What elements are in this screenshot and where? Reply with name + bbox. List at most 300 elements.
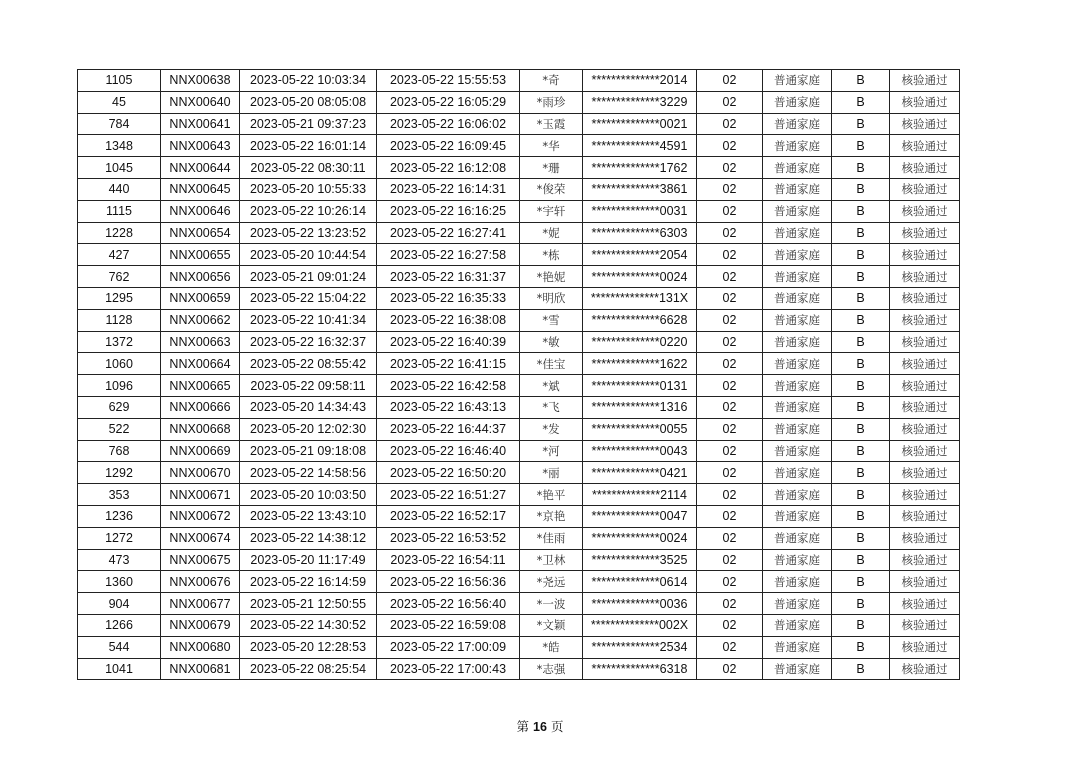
verify-time-cell: 2023-05-22 15:55:53	[377, 70, 520, 92]
table-row	[78, 527, 960, 549]
household-type-cell: 普通家庭	[763, 353, 832, 375]
table-row	[78, 200, 960, 222]
record-code-cell: NNX00665	[161, 375, 240, 397]
verify-status-cell: 核验通过	[890, 266, 960, 288]
table-row	[78, 614, 960, 636]
grade-cell: B	[832, 287, 890, 309]
record-seq-cell: 1060	[78, 353, 161, 375]
record-code-cell: NNX00638	[161, 70, 240, 92]
applicant-name-cell: *皓	[520, 636, 583, 658]
household-type-cell: 普通家庭	[763, 505, 832, 527]
apply-time-cell: 2023-05-22 08:55:42	[240, 353, 377, 375]
verify-time-cell: 2023-05-22 16:16:25	[377, 200, 520, 222]
verify-status-cell: 核验通过	[890, 287, 960, 309]
record-seq-cell: 473	[78, 549, 161, 571]
category-code-cell: 02	[697, 331, 763, 353]
applicant-name-cell: *斌	[520, 375, 583, 397]
category-code-cell: 02	[697, 222, 763, 244]
apply-time-cell: 2023-05-22 08:30:11	[240, 157, 377, 179]
record-seq-cell: 544	[78, 636, 161, 658]
record-code-cell: NNX00669	[161, 440, 240, 462]
verify-time-cell: 2023-05-22 17:00:09	[377, 636, 520, 658]
applicant-name-cell: *尧远	[520, 571, 583, 593]
record-seq-cell: 1272	[78, 527, 161, 549]
household-type-cell: 普通家庭	[763, 418, 832, 440]
apply-time-cell: 2023-05-20 11:17:49	[240, 549, 377, 571]
verify-status-cell: 核验通过	[890, 200, 960, 222]
category-code-cell: 02	[697, 70, 763, 92]
applicant-name-cell: *俊荣	[520, 178, 583, 200]
verify-time-cell: 2023-05-22 16:59:08	[377, 614, 520, 636]
apply-time-cell: 2023-05-21 12:50:55	[240, 593, 377, 615]
verify-status-cell: 核验通过	[890, 462, 960, 484]
verify-time-cell: 2023-05-22 16:56:36	[377, 571, 520, 593]
verify-status-cell: 核验通过	[890, 91, 960, 113]
table-row	[78, 549, 960, 571]
verify-time-cell: 2023-05-22 16:40:39	[377, 331, 520, 353]
apply-time-cell: 2023-05-22 14:38:12	[240, 527, 377, 549]
category-code-cell: 02	[697, 287, 763, 309]
record-code-cell: NNX00643	[161, 135, 240, 157]
table-row	[78, 70, 960, 92]
id-number-masked-cell: **************6318	[583, 658, 697, 680]
verify-status-cell: 核验通过	[890, 396, 960, 418]
verify-time-cell: 2023-05-22 16:12:08	[377, 157, 520, 179]
household-type-cell: 普通家庭	[763, 440, 832, 462]
id-number-masked-cell: **************0220	[583, 331, 697, 353]
applicant-name-cell: *京艳	[520, 505, 583, 527]
record-seq-cell: 1372	[78, 331, 161, 353]
verify-status-cell: 核验通过	[890, 70, 960, 92]
table-row	[78, 135, 960, 157]
grade-cell: B	[832, 178, 890, 200]
id-number-masked-cell: **************1316	[583, 396, 697, 418]
verify-time-cell: 2023-05-22 16:05:29	[377, 91, 520, 113]
id-number-masked-cell: **************0024	[583, 266, 697, 288]
category-code-cell: 02	[697, 157, 763, 179]
household-type-cell: 普通家庭	[763, 331, 832, 353]
id-number-masked-cell: **************6303	[583, 222, 697, 244]
apply-time-cell: 2023-05-21 09:01:24	[240, 266, 377, 288]
table-row	[78, 222, 960, 244]
verify-status-cell: 核验通过	[890, 593, 960, 615]
category-code-cell: 02	[697, 462, 763, 484]
apply-time-cell: 2023-05-22 08:25:54	[240, 658, 377, 680]
applicant-name-cell: *艳平	[520, 484, 583, 506]
record-code-cell: NNX00677	[161, 593, 240, 615]
grade-cell: B	[832, 527, 890, 549]
applicant-name-cell: *奇	[520, 70, 583, 92]
id-number-masked-cell: **************2014	[583, 70, 697, 92]
verify-time-cell: 2023-05-22 16:56:40	[377, 593, 520, 615]
category-code-cell: 02	[697, 244, 763, 266]
record-seq-cell: 1236	[78, 505, 161, 527]
category-code-cell: 02	[697, 505, 763, 527]
applicant-name-cell: *艳妮	[520, 266, 583, 288]
verify-status-cell: 核验通过	[890, 418, 960, 440]
category-code-cell: 02	[697, 113, 763, 135]
verify-status-cell: 核验通过	[890, 222, 960, 244]
category-code-cell: 02	[697, 135, 763, 157]
household-type-cell: 普通家庭	[763, 222, 832, 244]
footer-suffix: 页	[550, 719, 564, 734]
category-code-cell: 02	[697, 178, 763, 200]
grade-cell: B	[832, 70, 890, 92]
record-seq-cell: 1041	[78, 658, 161, 680]
record-code-cell: NNX00663	[161, 331, 240, 353]
id-number-masked-cell: **************0055	[583, 418, 697, 440]
table-row	[78, 484, 960, 506]
grade-cell: B	[832, 113, 890, 135]
verify-status-cell: 核验通过	[890, 331, 960, 353]
grade-cell: B	[832, 244, 890, 266]
verify-status-cell: 核验通过	[890, 113, 960, 135]
record-code-cell: NNX00664	[161, 353, 240, 375]
record-seq-cell: 353	[78, 484, 161, 506]
record-seq-cell: 1360	[78, 571, 161, 593]
apply-time-cell: 2023-05-22 10:03:34	[240, 70, 377, 92]
applicant-name-cell: *文颖	[520, 614, 583, 636]
household-type-cell: 普通家庭	[763, 593, 832, 615]
grade-cell: B	[832, 505, 890, 527]
grade-cell: B	[832, 636, 890, 658]
grade-cell: B	[832, 418, 890, 440]
grade-cell: B	[832, 331, 890, 353]
table-row	[78, 462, 960, 484]
verify-time-cell: 2023-05-22 16:09:45	[377, 135, 520, 157]
table-row	[78, 571, 960, 593]
record-code-cell: NNX00655	[161, 244, 240, 266]
category-code-cell: 02	[697, 440, 763, 462]
grade-cell: B	[832, 135, 890, 157]
apply-time-cell: 2023-05-22 14:58:56	[240, 462, 377, 484]
category-code-cell: 02	[697, 636, 763, 658]
category-code-cell: 02	[697, 91, 763, 113]
record-seq-cell: 427	[78, 244, 161, 266]
verify-status-cell: 核验通过	[890, 571, 960, 593]
record-seq-cell: 629	[78, 396, 161, 418]
grade-cell: B	[832, 91, 890, 113]
household-type-cell: 普通家庭	[763, 462, 832, 484]
verify-time-cell: 2023-05-22 16:52:17	[377, 505, 520, 527]
verify-time-cell: 2023-05-22 16:44:37	[377, 418, 520, 440]
apply-time-cell: 2023-05-21 09:37:23	[240, 113, 377, 135]
apply-time-cell: 2023-05-22 16:32:37	[240, 331, 377, 353]
table-row	[78, 418, 960, 440]
record-code-cell: NNX00662	[161, 309, 240, 331]
verify-status-cell: 核验通过	[890, 549, 960, 571]
table-row	[78, 440, 960, 462]
apply-time-cell: 2023-05-22 16:14:59	[240, 571, 377, 593]
record-seq-cell: 440	[78, 178, 161, 200]
category-code-cell: 02	[697, 200, 763, 222]
apply-time-cell: 2023-05-22 15:04:22	[240, 287, 377, 309]
applicant-name-cell: *玉霞	[520, 113, 583, 135]
record-code-cell: NNX00645	[161, 178, 240, 200]
applicant-name-cell: *华	[520, 135, 583, 157]
verify-status-cell: 核验通过	[890, 505, 960, 527]
id-number-masked-cell: **************6628	[583, 309, 697, 331]
verify-status-cell: 核验通过	[890, 440, 960, 462]
record-code-cell: NNX00675	[161, 549, 240, 571]
table-row	[78, 309, 960, 331]
apply-time-cell: 2023-05-22 13:23:52	[240, 222, 377, 244]
record-seq-cell: 762	[78, 266, 161, 288]
record-seq-cell: 1266	[78, 614, 161, 636]
household-type-cell: 普通家庭	[763, 178, 832, 200]
record-seq-cell: 1045	[78, 157, 161, 179]
grade-cell: B	[832, 353, 890, 375]
category-code-cell: 02	[697, 593, 763, 615]
verify-time-cell: 2023-05-22 16:46:40	[377, 440, 520, 462]
applicant-name-cell: *飞	[520, 396, 583, 418]
table-row	[78, 331, 960, 353]
applicant-name-cell: *珊	[520, 157, 583, 179]
household-type-cell: 普通家庭	[763, 91, 832, 113]
record-seq-cell: 1128	[78, 309, 161, 331]
record-code-cell: NNX00659	[161, 287, 240, 309]
category-code-cell: 02	[697, 614, 763, 636]
table-row	[78, 266, 960, 288]
applicant-name-cell: *宇轩	[520, 200, 583, 222]
apply-time-cell: 2023-05-22 13:43:10	[240, 505, 377, 527]
table-row	[78, 658, 960, 680]
record-code-cell: NNX00672	[161, 505, 240, 527]
grade-cell: B	[832, 593, 890, 615]
verify-status-cell: 核验通过	[890, 178, 960, 200]
id-number-masked-cell: **************0043	[583, 440, 697, 462]
grade-cell: B	[832, 309, 890, 331]
id-number-masked-cell: **************2114	[583, 484, 697, 506]
verify-status-cell: 核验通过	[890, 614, 960, 636]
applicant-name-cell: *佳宝	[520, 353, 583, 375]
id-number-masked-cell: **************0614	[583, 571, 697, 593]
applicant-name-cell: *志强	[520, 658, 583, 680]
grade-cell: B	[832, 222, 890, 244]
apply-time-cell: 2023-05-20 12:02:30	[240, 418, 377, 440]
applicant-name-cell: *雪	[520, 309, 583, 331]
record-code-cell: NNX00644	[161, 157, 240, 179]
record-code-cell: NNX00646	[161, 200, 240, 222]
applicant-name-cell: *佳雨	[520, 527, 583, 549]
verify-time-cell: 2023-05-22 16:42:58	[377, 375, 520, 397]
verify-time-cell: 2023-05-22 16:38:08	[377, 309, 520, 331]
apply-time-cell: 2023-05-20 08:05:08	[240, 91, 377, 113]
household-type-cell: 普通家庭	[763, 375, 832, 397]
household-type-cell: 普通家庭	[763, 484, 832, 506]
category-code-cell: 02	[697, 527, 763, 549]
category-code-cell: 02	[697, 658, 763, 680]
verify-time-cell: 2023-05-22 16:50:20	[377, 462, 520, 484]
verify-time-cell: 2023-05-22 16:53:52	[377, 527, 520, 549]
id-number-masked-cell: **************131X	[583, 287, 697, 309]
record-seq-cell: 1348	[78, 135, 161, 157]
id-number-masked-cell: **************002X	[583, 614, 697, 636]
id-number-masked-cell: **************3229	[583, 91, 697, 113]
id-number-masked-cell: **************0031	[583, 200, 697, 222]
record-code-cell: NNX00670	[161, 462, 240, 484]
table-row	[78, 244, 960, 266]
record-seq-cell: 1228	[78, 222, 161, 244]
category-code-cell: 02	[697, 571, 763, 593]
record-seq-cell: 784	[78, 113, 161, 135]
record-seq-cell: 904	[78, 593, 161, 615]
record-seq-cell: 1292	[78, 462, 161, 484]
category-code-cell: 02	[697, 353, 763, 375]
category-code-cell: 02	[697, 484, 763, 506]
record-seq-cell: 1295	[78, 287, 161, 309]
apply-time-cell: 2023-05-22 09:58:11	[240, 375, 377, 397]
verify-time-cell: 2023-05-22 16:41:15	[377, 353, 520, 375]
verify-status-cell: 核验通过	[890, 244, 960, 266]
grade-cell: B	[832, 462, 890, 484]
table-row	[78, 396, 960, 418]
verify-status-cell: 核验通过	[890, 527, 960, 549]
record-code-cell: NNX00681	[161, 658, 240, 680]
record-code-cell: NNX00666	[161, 396, 240, 418]
verify-time-cell: 2023-05-22 16:51:27	[377, 484, 520, 506]
applicant-name-cell: *卫林	[520, 549, 583, 571]
grade-cell: B	[832, 484, 890, 506]
record-seq-cell: 768	[78, 440, 161, 462]
household-type-cell: 普通家庭	[763, 614, 832, 636]
verify-time-cell: 2023-05-22 16:43:13	[377, 396, 520, 418]
household-type-cell: 普通家庭	[763, 636, 832, 658]
table-row	[78, 505, 960, 527]
table-row	[78, 375, 960, 397]
id-number-masked-cell: **************0131	[583, 375, 697, 397]
table-row	[78, 91, 960, 113]
table-row	[78, 287, 960, 309]
verify-time-cell: 2023-05-22 16:35:33	[377, 287, 520, 309]
applicant-name-cell: *河	[520, 440, 583, 462]
table-row	[78, 353, 960, 375]
category-code-cell: 02	[697, 396, 763, 418]
applicant-name-cell: *妮	[520, 222, 583, 244]
apply-time-cell: 2023-05-20 10:03:50	[240, 484, 377, 506]
record-code-cell: NNX00676	[161, 571, 240, 593]
household-type-cell: 普通家庭	[763, 571, 832, 593]
id-number-masked-cell: **************0036	[583, 593, 697, 615]
verify-time-cell: 2023-05-22 16:54:11	[377, 549, 520, 571]
apply-time-cell: 2023-05-20 12:28:53	[240, 636, 377, 658]
table-row	[78, 113, 960, 135]
table-row	[78, 157, 960, 179]
id-number-masked-cell: **************1622	[583, 353, 697, 375]
record-code-cell: NNX00668	[161, 418, 240, 440]
id-number-masked-cell: **************2534	[583, 636, 697, 658]
record-seq-cell: 1096	[78, 375, 161, 397]
applicant-name-cell: *一波	[520, 593, 583, 615]
id-number-masked-cell: **************1762	[583, 157, 697, 179]
id-number-masked-cell: **************0024	[583, 527, 697, 549]
category-code-cell: 02	[697, 375, 763, 397]
grade-cell: B	[832, 396, 890, 418]
id-number-masked-cell: **************0047	[583, 505, 697, 527]
category-code-cell: 02	[697, 266, 763, 288]
grade-cell: B	[832, 614, 890, 636]
category-code-cell: 02	[697, 309, 763, 331]
grade-cell: B	[832, 375, 890, 397]
apply-time-cell: 2023-05-22 10:26:14	[240, 200, 377, 222]
applicant-name-cell: *栋	[520, 244, 583, 266]
record-code-cell: NNX00671	[161, 484, 240, 506]
record-code-cell: NNX00654	[161, 222, 240, 244]
id-number-masked-cell: **************2054	[583, 244, 697, 266]
record-code-cell: NNX00679	[161, 614, 240, 636]
household-type-cell: 普通家庭	[763, 70, 832, 92]
verify-status-cell: 核验通过	[890, 353, 960, 375]
apply-time-cell: 2023-05-20 10:55:33	[240, 178, 377, 200]
household-type-cell: 普通家庭	[763, 658, 832, 680]
verify-time-cell: 2023-05-22 16:27:58	[377, 244, 520, 266]
household-type-cell: 普通家庭	[763, 135, 832, 157]
household-type-cell: 普通家庭	[763, 266, 832, 288]
record-seq-cell: 1105	[78, 70, 161, 92]
grade-cell: B	[832, 658, 890, 680]
record-code-cell: NNX00674	[161, 527, 240, 549]
applicant-name-cell: *敏	[520, 331, 583, 353]
household-type-cell: 普通家庭	[763, 157, 832, 179]
apply-time-cell: 2023-05-21 09:18:08	[240, 440, 377, 462]
footer-prefix: 第	[516, 719, 530, 734]
id-number-masked-cell: **************4591	[583, 135, 697, 157]
verify-time-cell: 2023-05-22 16:14:31	[377, 178, 520, 200]
verify-time-cell: 2023-05-22 16:31:37	[377, 266, 520, 288]
page-footer	[0, 717, 1080, 735]
records-table	[77, 69, 960, 680]
grade-cell: B	[832, 440, 890, 462]
verify-status-cell: 核验通过	[890, 375, 960, 397]
apply-time-cell: 2023-05-22 14:30:52	[240, 614, 377, 636]
record-code-cell: NNX00641	[161, 113, 240, 135]
grade-cell: B	[832, 571, 890, 593]
applicant-name-cell: *雨珍	[520, 91, 583, 113]
apply-time-cell: 2023-05-22 16:01:14	[240, 135, 377, 157]
table-row	[78, 636, 960, 658]
category-code-cell: 02	[697, 418, 763, 440]
verify-time-cell: 2023-05-22 16:06:02	[377, 113, 520, 135]
table-row	[78, 178, 960, 200]
record-code-cell: NNX00680	[161, 636, 240, 658]
household-type-cell: 普通家庭	[763, 113, 832, 135]
apply-time-cell: 2023-05-20 14:34:43	[240, 396, 377, 418]
page-number: 16	[533, 720, 547, 734]
applicant-name-cell: *发	[520, 418, 583, 440]
grade-cell: B	[832, 157, 890, 179]
id-number-masked-cell: **************0421	[583, 462, 697, 484]
household-type-cell: 普通家庭	[763, 309, 832, 331]
record-seq-cell: 45	[78, 91, 161, 113]
verify-status-cell: 核验通过	[890, 636, 960, 658]
id-number-masked-cell: **************0021	[583, 113, 697, 135]
verify-status-cell: 核验通过	[890, 157, 960, 179]
grade-cell: B	[832, 200, 890, 222]
apply-time-cell: 2023-05-22 10:41:34	[240, 309, 377, 331]
verify-time-cell: 2023-05-22 17:00:43	[377, 658, 520, 680]
applicant-name-cell: *丽	[520, 462, 583, 484]
verify-status-cell: 核验通过	[890, 309, 960, 331]
table-row	[78, 593, 960, 615]
verify-time-cell: 2023-05-22 16:27:41	[377, 222, 520, 244]
household-type-cell: 普通家庭	[763, 244, 832, 266]
household-type-cell: 普通家庭	[763, 527, 832, 549]
grade-cell: B	[832, 549, 890, 571]
verify-status-cell: 核验通过	[890, 135, 960, 157]
apply-time-cell: 2023-05-20 10:44:54	[240, 244, 377, 266]
applicant-name-cell: *明欣	[520, 287, 583, 309]
household-type-cell: 普通家庭	[763, 549, 832, 571]
